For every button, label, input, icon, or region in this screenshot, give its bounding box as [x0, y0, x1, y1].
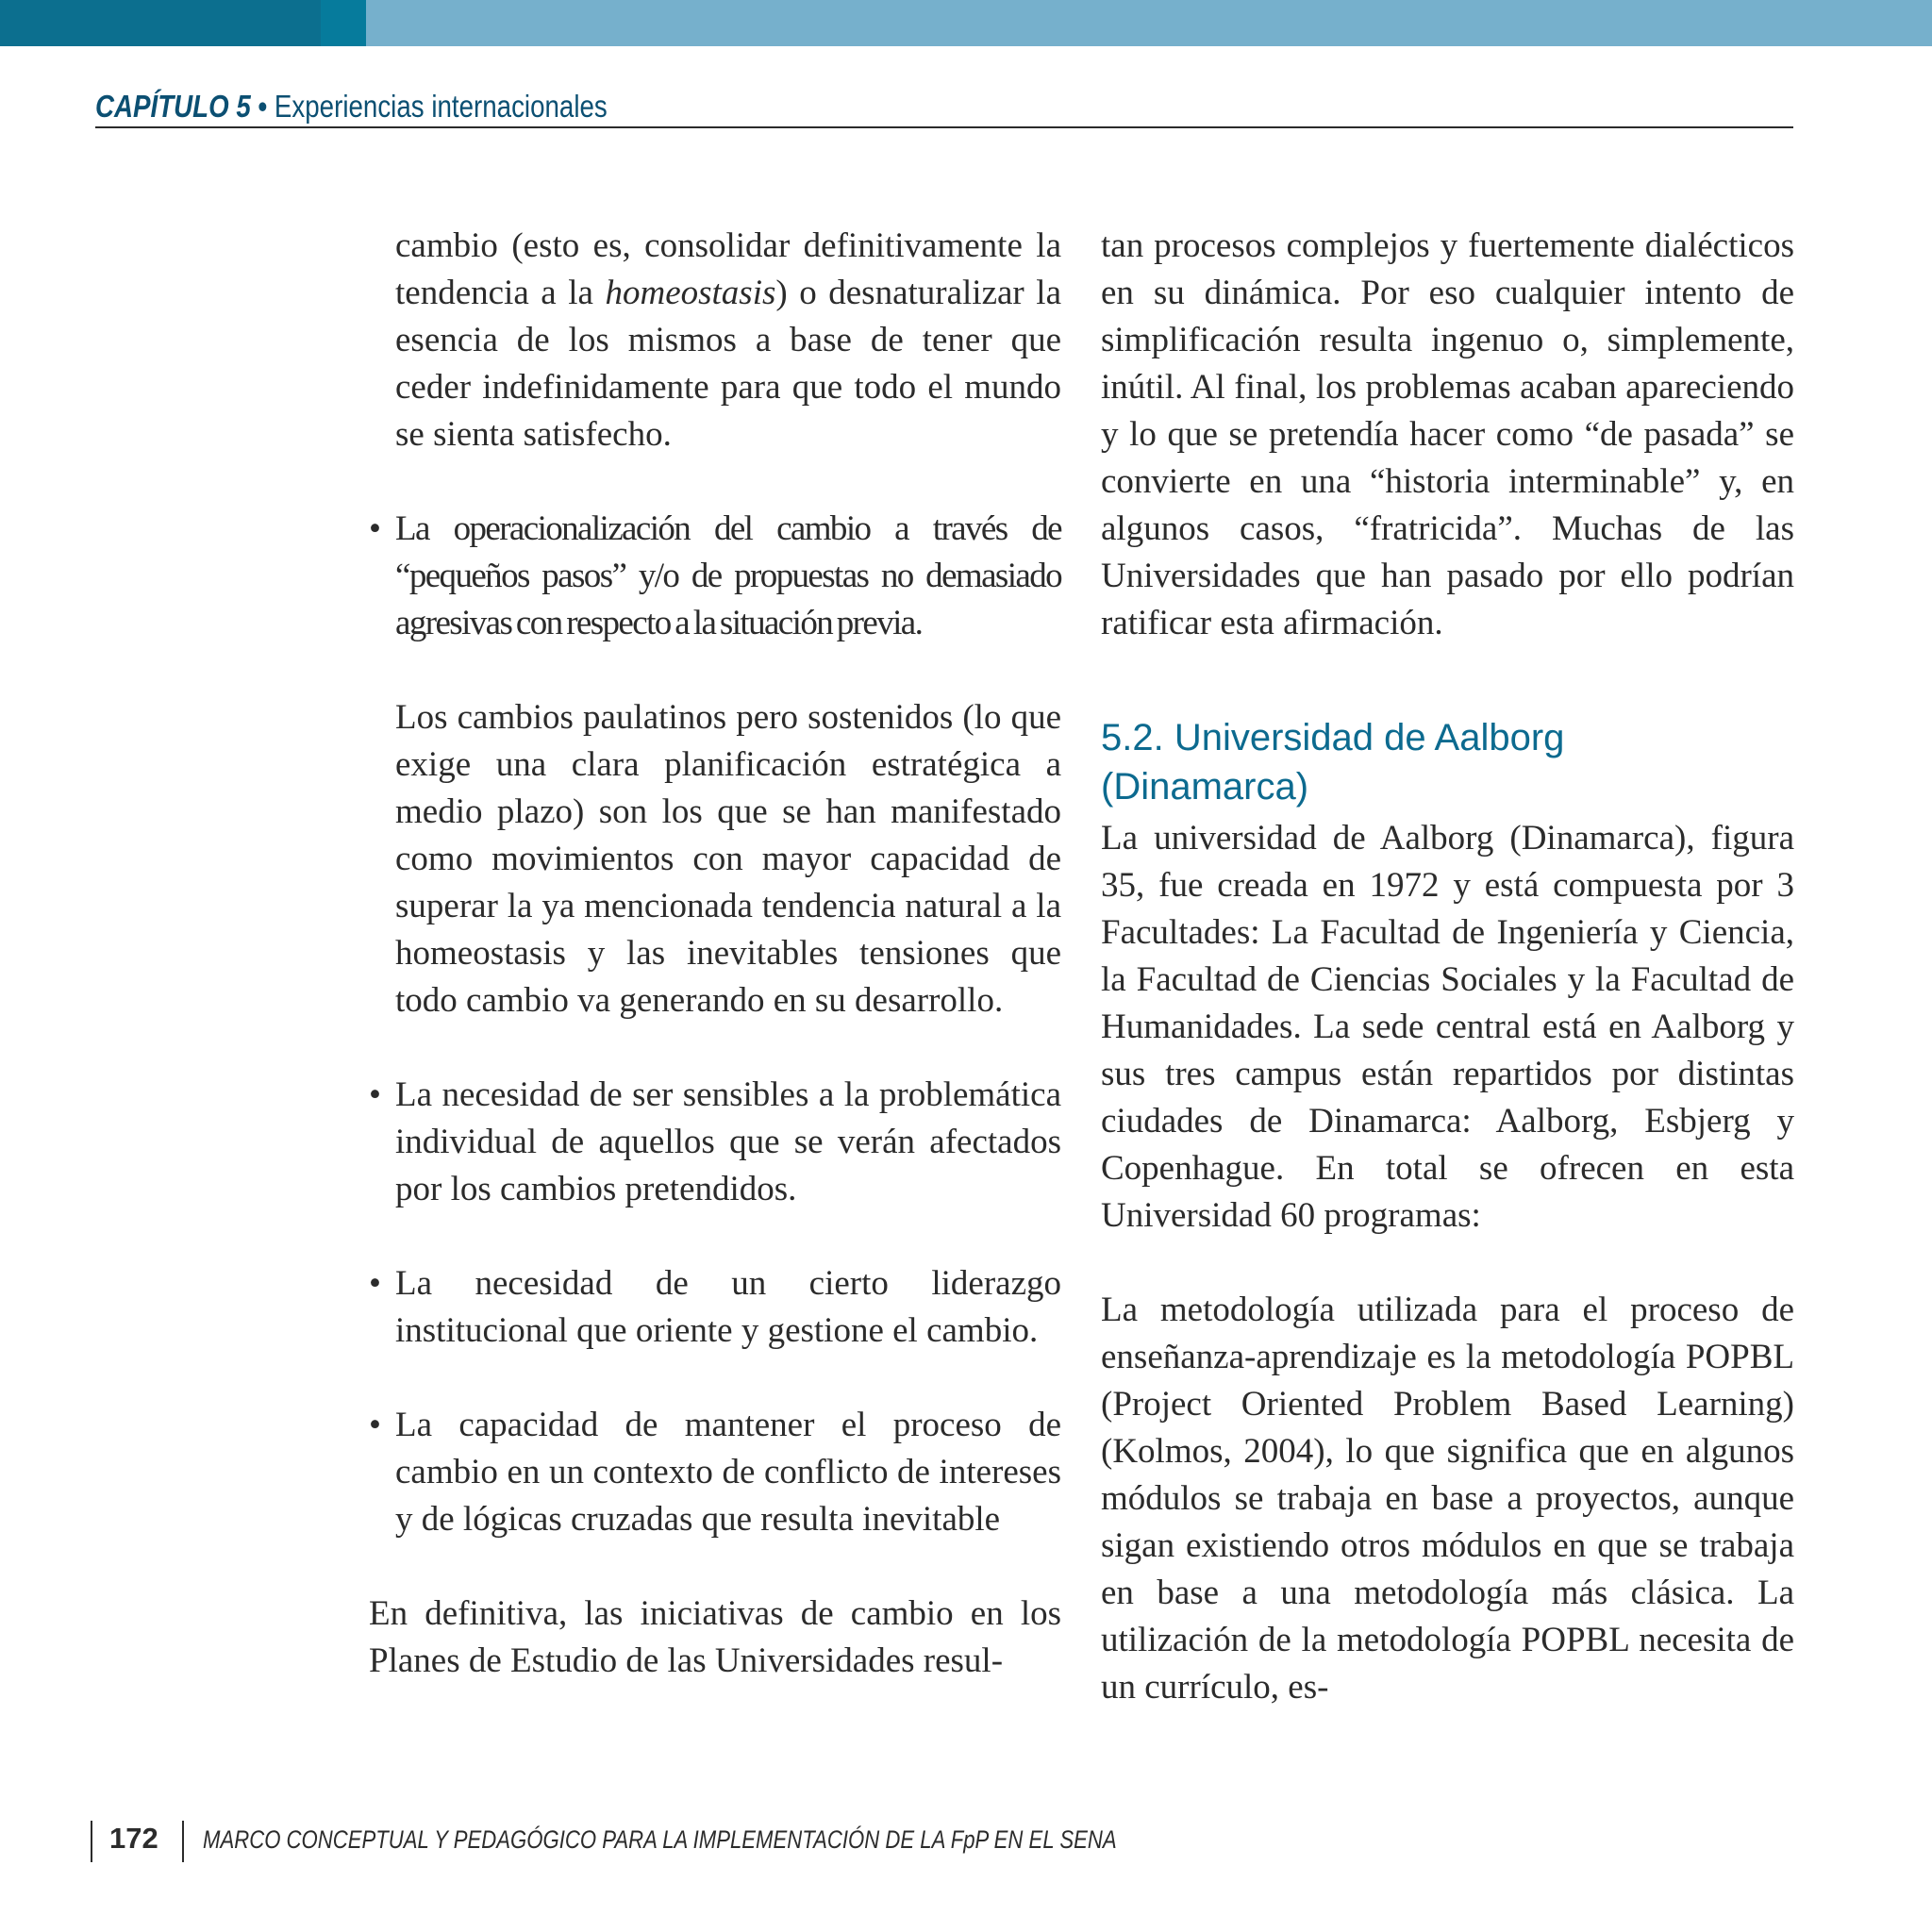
- bullet-item: [369, 1260, 1061, 1355]
- page-number: 172: [109, 1822, 158, 1855]
- header-rule: [95, 126, 1793, 128]
- emphasis-homeostasis: homeostasis: [605, 274, 776, 312]
- paragraph: [369, 223, 1061, 458]
- section-heading: [1101, 713, 1794, 811]
- top-color-band: [0, 0, 1932, 46]
- bullet-text: La necesidad de un cierto liderazgo institucional que oriente y gestione el cambio.: [395, 1264, 1061, 1350]
- bullet-item: [369, 1072, 1061, 1213]
- paragraph: tan procesos complejos y fuertemente dialécticos en su dinámica. Por eso cualquier intento de simplificación resulta ingenuo o, simplemente, inútil. Al final, los problemas acaban apareciendo y lo que se pretendía hacer como “de pasada” se convierte en una “historia interminable” y, en algunos casos, “fratricida”. Muchas de las Universidades que han pasado por ello podrían ratificar esta afirmación.: [1101, 226, 1794, 642]
- bullet-item: [369, 1402, 1061, 1543]
- left-column: [369, 223, 1061, 1685]
- bullet-text: La capacidad de mantener el proceso de cambio en un contexto de conflicto de intereses y de lógicas cruzadas que resulta inevitable: [395, 1406, 1061, 1539]
- bullet-dot: •: [369, 1075, 381, 1114]
- bullet-text: La operacionalización del cambio a través de “pequeños pasos” y/o de propuestas no demasiado agresivas con respecto a la situación previa.: [395, 509, 1061, 642]
- bullet-item: [369, 506, 1061, 647]
- chapter-label: CAPÍTULO 5: [95, 89, 251, 124]
- paragraph: Los cambios paulatinos pero sostenidos (lo que exige una clara planificación estratégica a medio plazo) son los que se han manifestado como movimientos con mayor capacidad de superar la ya mencionada tendencia natural a la homeostasis y las inevitables tensiones que todo cambio va generando en su desarrollo.: [395, 698, 1061, 1020]
- chapter-title: Experiencias internacionales: [274, 89, 608, 124]
- bullet-dot: •: [369, 509, 380, 548]
- top-band-mid-segment: [321, 0, 366, 46]
- text-run: ) o desnaturalizar la esencia de los mismos a base de tener que ceder indefinidamente para que todo el mundo se sienta satisfecho.: [395, 274, 1061, 454]
- footer-divider-right: [182, 1821, 184, 1862]
- text-run: cambio (esto es, consolidar definitivamente la tendencia a la: [395, 226, 1061, 312]
- footer-divider-left: [91, 1821, 92, 1862]
- section-heading-line1: 5.2. Universidad de Aalborg: [1101, 717, 1565, 758]
- running-header: [95, 89, 608, 125]
- paragraph: La metodología utilizada para el proceso de enseñanza-aprendizaje es la metodología POPBL (Project Oriented Problem Based Learning) (Kolmos, 2004), lo que significa que en algunos módulos se trabaja en base a proyectos, aunque sigan existiendo otros módulos en que se trabaja en base a una metodología más clásica. La utilización de la metodología POPBL necesita de un currículo, es-: [1101, 1291, 1794, 1707]
- footer-title: MARCO CONCEPTUAL Y PEDAGÓGICO PARA LA IMPLEMENTACIÓN DE LA FpP EN EL SENA: [203, 1825, 1117, 1854]
- bullet-dot: •: [369, 1406, 381, 1444]
- paragraph: En definitiva, las iniciativas de cambio en los Planes de Estudio de las Universidades resul-: [369, 1594, 1061, 1680]
- header-separator: •: [258, 89, 268, 124]
- bullet-dot: •: [369, 1264, 381, 1303]
- bullet-text: La necesidad de ser sensibles a la problemática individual de aquellos que se verán afectados por los cambios pretendidos.: [395, 1075, 1061, 1208]
- paragraph: La universidad de Aalborg (Dinamarca), figura 35, fue creada en 1972 y está compuesta por 3 Facultades: La Facultad de Ingeniería y Ciencia, la Facultad de Ciencias Sociales y la Facultad de Humanidades. La sede central está en Aalborg y sus tres campus están repartidos por distintas ciudades de Dinamarca: Aalborg, Esbjerg y Copenhague. En total se ofrecen en esta Universidad 60 programas:: [1101, 819, 1794, 1235]
- section-heading-line2: (Dinamarca): [1101, 766, 1309, 808]
- right-column: [1101, 223, 1794, 1711]
- top-band-dark-segment: [0, 0, 321, 46]
